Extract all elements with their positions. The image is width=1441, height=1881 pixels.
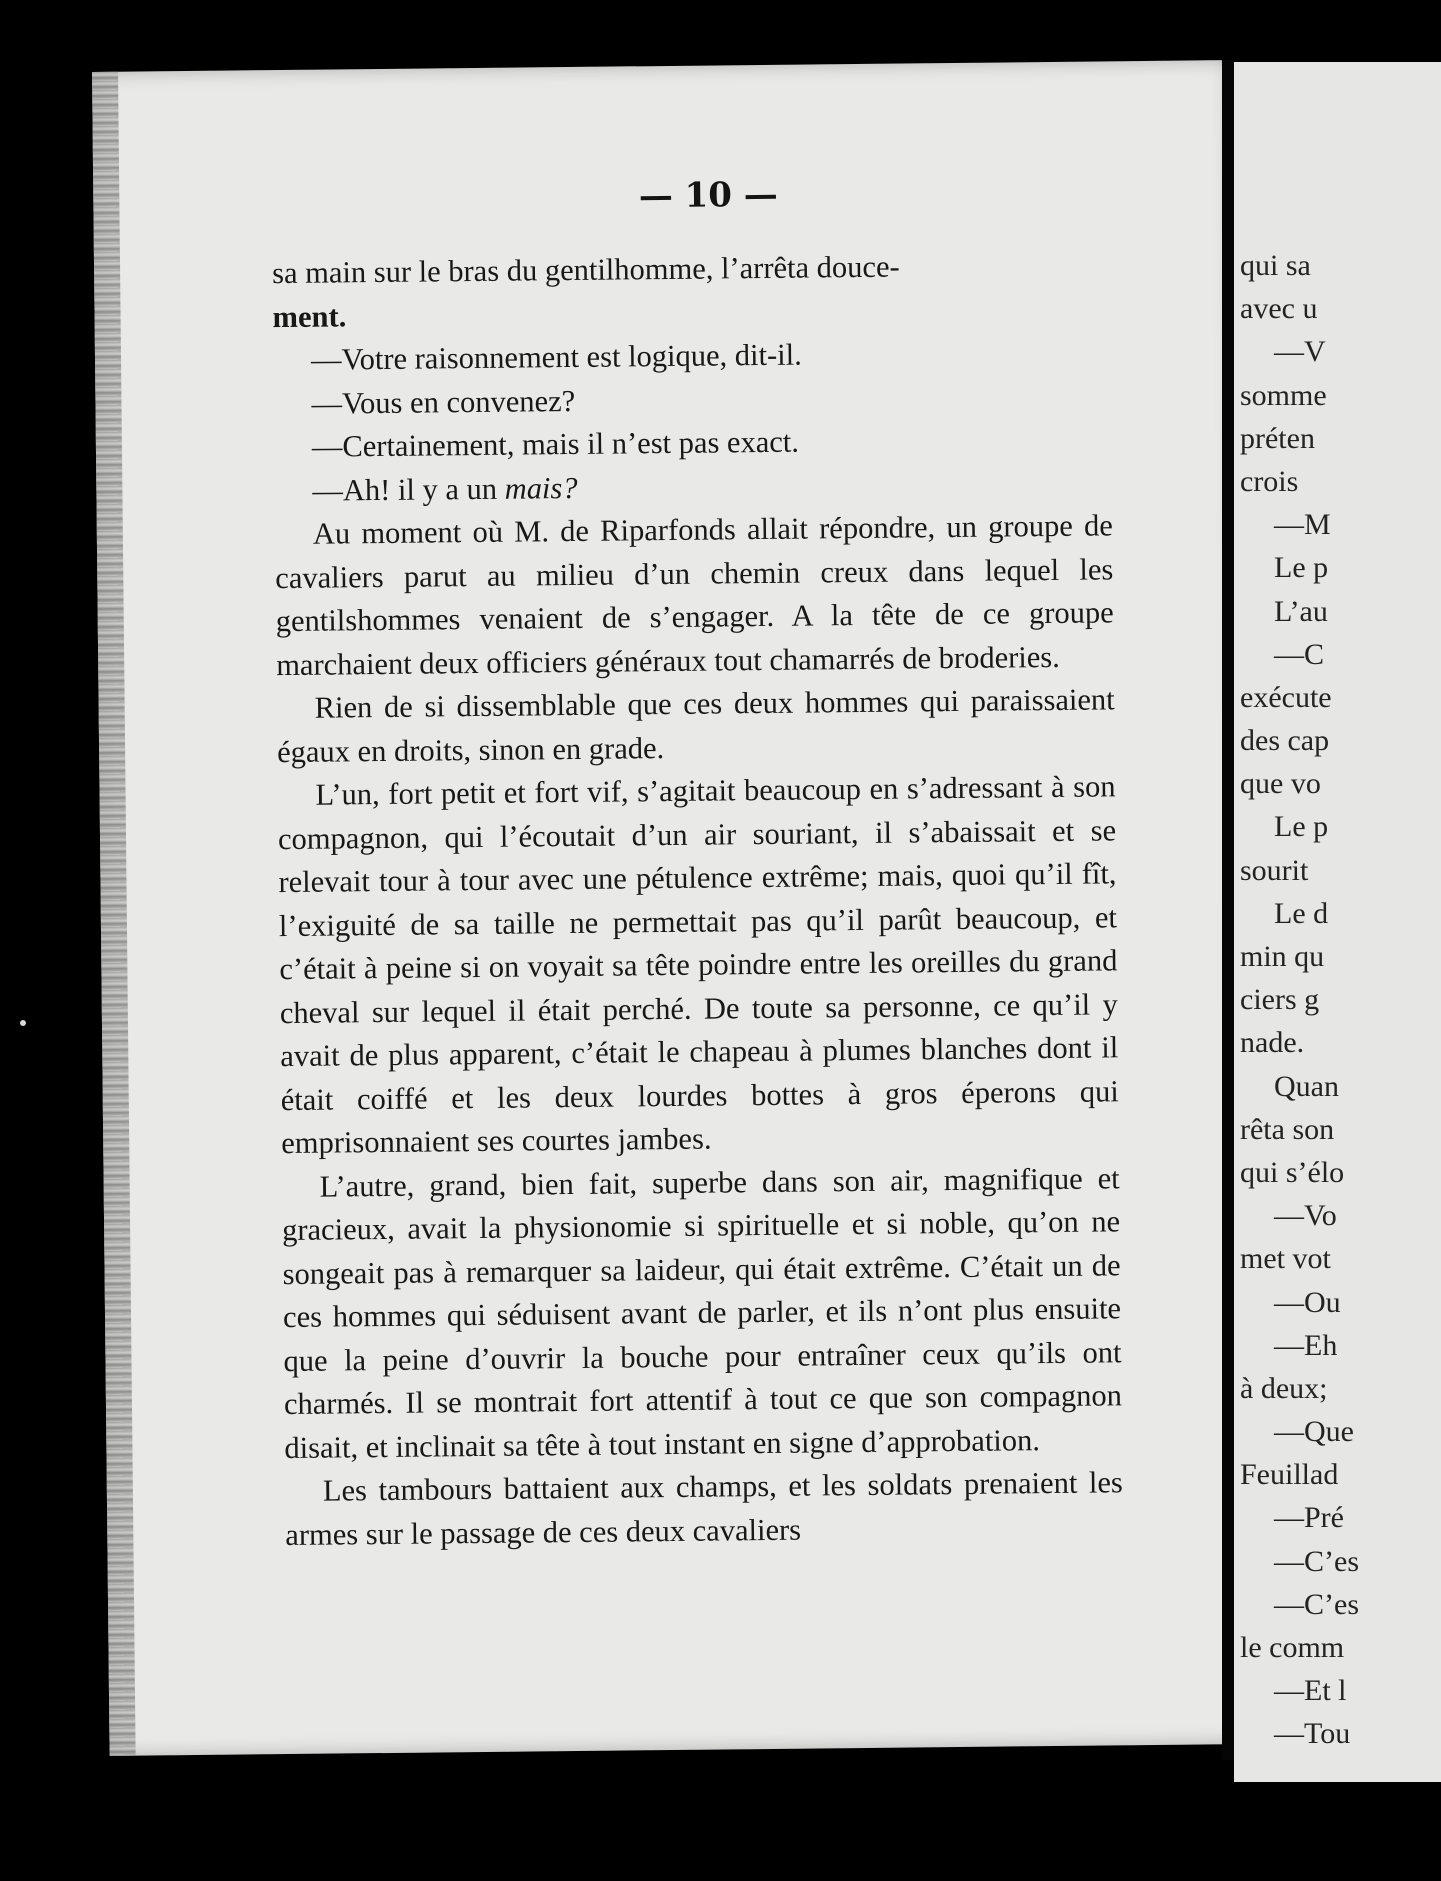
right-line: nade. xyxy=(1240,1026,1305,1060)
right-line: exécute xyxy=(1240,680,1332,714)
right-line: —Eh xyxy=(1274,1328,1338,1362)
left-page xyxy=(92,60,1240,1756)
right-line: crois xyxy=(1240,464,1299,498)
right-line: somme xyxy=(1240,378,1327,412)
right-line: qui sa xyxy=(1240,249,1311,282)
right-line: ciers g xyxy=(1240,983,1320,1017)
right-line: —V xyxy=(1274,335,1326,369)
dialogue-line: —Votre raisonnement est logique, dit-il. xyxy=(310,337,802,377)
page-binding-edge xyxy=(92,72,136,1756)
right-line: avec u xyxy=(1240,292,1318,326)
right-line: met vot xyxy=(1240,1242,1331,1276)
right-line: —Pré xyxy=(1274,1501,1344,1535)
dialogue-italic: mais? xyxy=(504,470,578,506)
paragraph: Les tambours battaient aux champs, et les soldats prenaient les armes sur le passage de ces deux cavaliers xyxy=(285,1465,1124,1552)
right-line: —Ou xyxy=(1274,1285,1341,1319)
dialogue-line: —Certainement, mais il n’est pas exact. xyxy=(311,424,800,464)
right-line: Feuillad xyxy=(1240,1458,1339,1492)
paragraph-continuation-end: ment. xyxy=(272,298,347,334)
right-line: que vo xyxy=(1240,767,1321,801)
right-line: le comm xyxy=(1240,1631,1345,1664)
right-line: Le p xyxy=(1274,810,1329,844)
scan-speck xyxy=(20,1020,26,1026)
right-line: qui s’élo xyxy=(1240,1155,1345,1189)
right-line: —Et l xyxy=(1274,1674,1347,1708)
page-gutter xyxy=(1222,60,1234,1760)
right-line: —C’es xyxy=(1274,1587,1359,1621)
right-line: min qu xyxy=(1240,940,1325,973)
right-line: L’au xyxy=(1274,594,1328,628)
right-line: préten xyxy=(1240,421,1315,455)
right-page xyxy=(1234,62,1441,1782)
paragraph: Rien de si dissemblable que ces deux hommes qui paraissaient égaux en droits, sinon en grade. xyxy=(276,682,1115,769)
page-number: — 10 — xyxy=(638,174,779,217)
body-text xyxy=(272,243,1124,1557)
right-page-text xyxy=(1240,244,1441,1756)
right-line: sourit xyxy=(1240,853,1309,887)
paragraph-continuation-start: sa main sur le bras du gentilhomme, l’arrêta douce- xyxy=(271,249,900,291)
right-line: Le d xyxy=(1274,896,1329,930)
right-line: rêta son xyxy=(1240,1112,1335,1146)
right-line: —M xyxy=(1274,508,1331,542)
right-line: —C’es xyxy=(1274,1544,1359,1578)
dialogue-line: —Vous en convenez? xyxy=(311,383,576,421)
right-line: —C xyxy=(1274,637,1325,671)
right-line: —Tou xyxy=(1274,1717,1351,1751)
paragraph: L’un, fort petit et fort vif, s’agitait beaucoup en s’adressant à son compagnon, qui l’écoutait d’un air souriant, il s’abaissait et se relevait tour à tour avec une pétulence extrême; mais, quoi qu’il fît, l’exiguité de sa taille ne permettait pas qu’il parût beaucoup, et c’était à peine si on voyait sa tête poindre entre les oreilles du grand cheval sur lequel il était perché. De toute sa personne, ce qu’il y avait de plus apparent, c’était le chapeau à plumes blanches dont il était coiffé et les deux lourdes bottes à gros éperons qui emprisonnaient ses courtes jambes. xyxy=(277,769,1119,1161)
right-line: Quan xyxy=(1274,1069,1339,1103)
right-line: à deux; xyxy=(1240,1371,1328,1405)
paragraph: Au moment où M. de Riparfonds allait répondre, un groupe de cavaliers parut au milieu d’un chemin creux dans lequel les gentilshommes venaient de s’engager. A la tête de ce groupe marchaient deux officiers généraux tout chamarrés de broderies. xyxy=(275,508,1114,682)
right-line: —Vo xyxy=(1274,1199,1337,1233)
paragraph: L’autre, grand, bien fait, superbe dans son air, magnifique et gracieux, avait la physionomie si spirituelle et si noble, qu’on ne songeait pas à remarquer sa laideur, qui était extrême. C’était un de ces hommes qui séduisent avant de parler, et ils n’ont plus ensuite que la peine d’ouvrir la bouche pour entraîner ceux qu’ils ont charmés. Il se montrait fort attentif à tout ce que son compagnon disait, et inclinait sa tête à tout instant en signe d’approbation. xyxy=(281,1160,1123,1465)
right-line: —Que xyxy=(1274,1415,1354,1449)
dialogue-text: —Ah! il y a un xyxy=(312,471,505,508)
paragraph-continuation xyxy=(272,243,1111,339)
right-line: Le p xyxy=(1274,551,1329,585)
right-line: des cap xyxy=(1240,724,1330,758)
